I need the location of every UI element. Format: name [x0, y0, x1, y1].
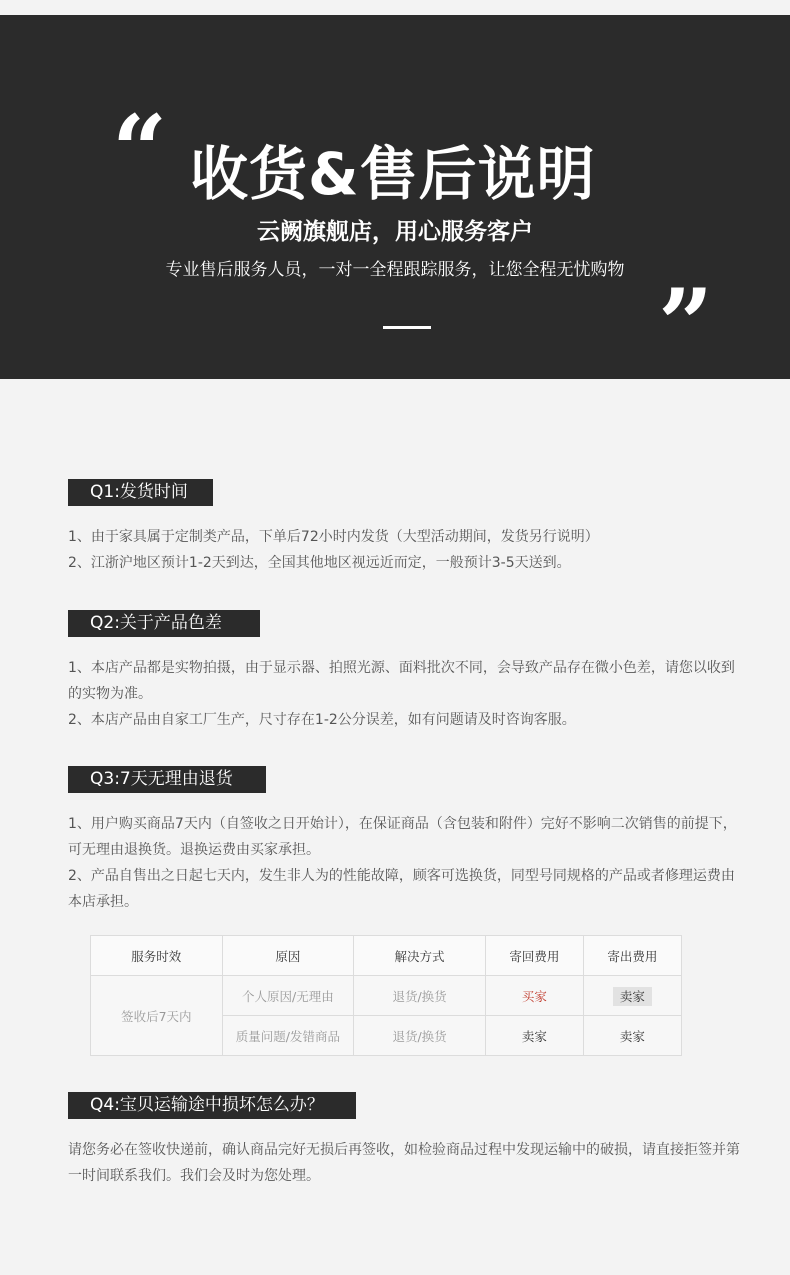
q3-label: Q3:7天无理由退货 — [68, 766, 266, 793]
q1-content — [68, 524, 743, 576]
q4-content — [68, 1137, 743, 1189]
open-quote-icon: “ — [112, 94, 168, 207]
q2-content — [68, 655, 743, 733]
q1-item: 2、江浙沪地区预计1-2天到达，全国其他地区视远近而定，一般预计3-5天送到。 — [68, 555, 571, 571]
store-subtitle: 云阙旗舰店，用心服务客户 — [257, 219, 533, 245]
table-header-cell: 服务时效 — [91, 936, 223, 976]
table-row — [91, 976, 682, 1016]
send-fee-highlight: 卖家 — [613, 987, 652, 1006]
solution-cell: 退货/换货 — [354, 976, 486, 1016]
q3-content — [68, 811, 743, 915]
q1-item: 1、由于家具属于定制类产品，下单后72小时内发货（大型活动期间，发货另行说明） — [68, 529, 599, 545]
table-header-cell: 寄回费用 — [485, 936, 583, 976]
q2-item: 1、本店产品都是实物拍摄，由于显示器、拍照光源、面料批次不同，会导致产品存在微小色差，请您以收到的实物为准。 — [68, 660, 735, 702]
table-header-cell: 原因 — [222, 936, 354, 976]
q3-item: 1、用户购买商品7天内（自签收之日开始计），在保证商品（含包装和附件）完好不影响二次销售的前提下，可无理由退换货。退换运费由买家承担。 — [68, 816, 737, 858]
service-tagline: 专业售后服务人员，一对一全程跟踪服务，让您全程无忧购物 — [165, 260, 625, 280]
table-header-row — [91, 936, 682, 976]
return-fee-cell: 买家 — [485, 976, 583, 1016]
page-title: 收货&售后说明 — [190, 140, 596, 208]
header-banner — [0, 15, 790, 379]
reason-cell: 质量问题/发错商品 — [222, 1016, 354, 1056]
q2-label: Q2:关于产品色差 — [68, 610, 260, 637]
q1-label: Q1:发货时间 — [68, 479, 213, 506]
period-cell: 签收后7天内 — [91, 976, 223, 1056]
table-header-cell: 寄出费用 — [583, 936, 681, 976]
q4-text: 请您务必在签收快递前，确认商品完好无损后再签收，如检验商品过程中发现运输中的破损，请直接拒签并第一时间联系我们。我们会及时为您处理。 — [68, 1142, 740, 1184]
solution-cell: 退货/换货 — [354, 1016, 486, 1056]
q4-label: Q4:宝贝运输途中损坏怎么办？ — [68, 1092, 356, 1119]
header-divider — [383, 326, 431, 329]
return-fee-cell: 卖家 — [485, 1016, 583, 1056]
send-fee-cell: 卖家 — [583, 1016, 681, 1056]
q3-item: 2、产品自售出之日起七天内，发生非人为的性能故障，顾客可选换货，同型号同规格的产品或者修理运费由本店承担。 — [68, 868, 735, 910]
table-header-cell: 解决方式 — [354, 936, 486, 976]
close-quote-icon: ” — [658, 268, 714, 381]
reason-cell: 个人原因/无理由 — [222, 976, 354, 1016]
q2-item: 2、本店产品由自家工厂生产，尺寸存在1-2公分误差，如有问题请及时咨询客服。 — [68, 712, 576, 728]
return-policy-table — [90, 935, 682, 1056]
send-fee-cell — [583, 976, 681, 1016]
